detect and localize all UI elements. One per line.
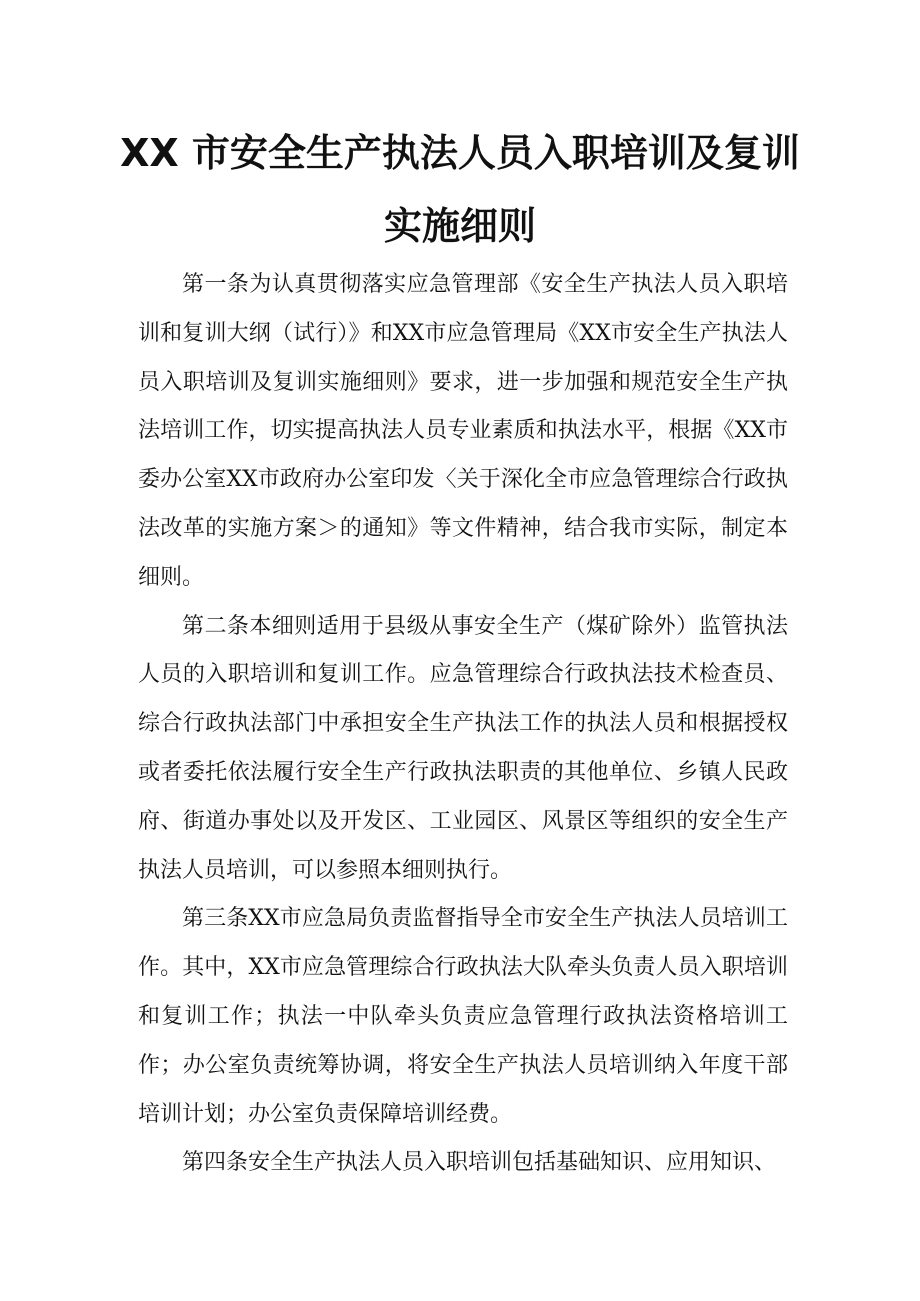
article-2-paragraph: 第二条本细则适用于县级从事安全生产（煤矿除外）监管执法人员的入职培训和复训工作。应急管理综合行政执法技术检查员、综合行政执法部门中承担安全生产执法工作的执法人员和根据授权或者委托依法履行安全生产行政执法职责的其他单位、乡镇人民政府、街道办事处以及开发区、工业园区、风景区等组织的安全生产执法人员培训，可以参照本细则执行。 [138,613,788,883]
document-title-line1: XX 市安全生产执法人员入职培训及复训 [120,131,800,175]
document-title-line2: 实施细则 [383,204,536,248]
article-1-paragraph: 第一条为认真贯彻落实应急管理部《安全生产执法人员入职培训和复训大纲（试行）》和XX市应急管理局《XX市安全生产执法人员入职培训及复训实施细则》要求，进一步加强和规范安全生产执法培训工作，切实提高执法人员专业素质和执法水平，根据《XX市委办公室XX市政府办公室印发〈关于深化全市应急管理综合行政执法改革的实施方案＞的通知》等文件精神，结合我市实际，制定本细则。 [138,272,788,590]
article-4-paragraph: 第四条安全生产执法人员入职培训包括基础知识、应用知识、 [182,1150,777,1176]
article-3-paragraph: 第三条XX市应急局负责监督指导全市安全生产执法人员培训工作。其中，XX市应急管理综合行政执法大队牵头负责人员入职培训和复训工作；执法一中队牵头负责应急管理行政执法资格培训工作；办公室负责统筹协调，将安全生产执法人员培训纳入年度干部培训计划；办公室负责保障培训经费。 [138,906,788,1127]
document-body [138,261,788,1188]
